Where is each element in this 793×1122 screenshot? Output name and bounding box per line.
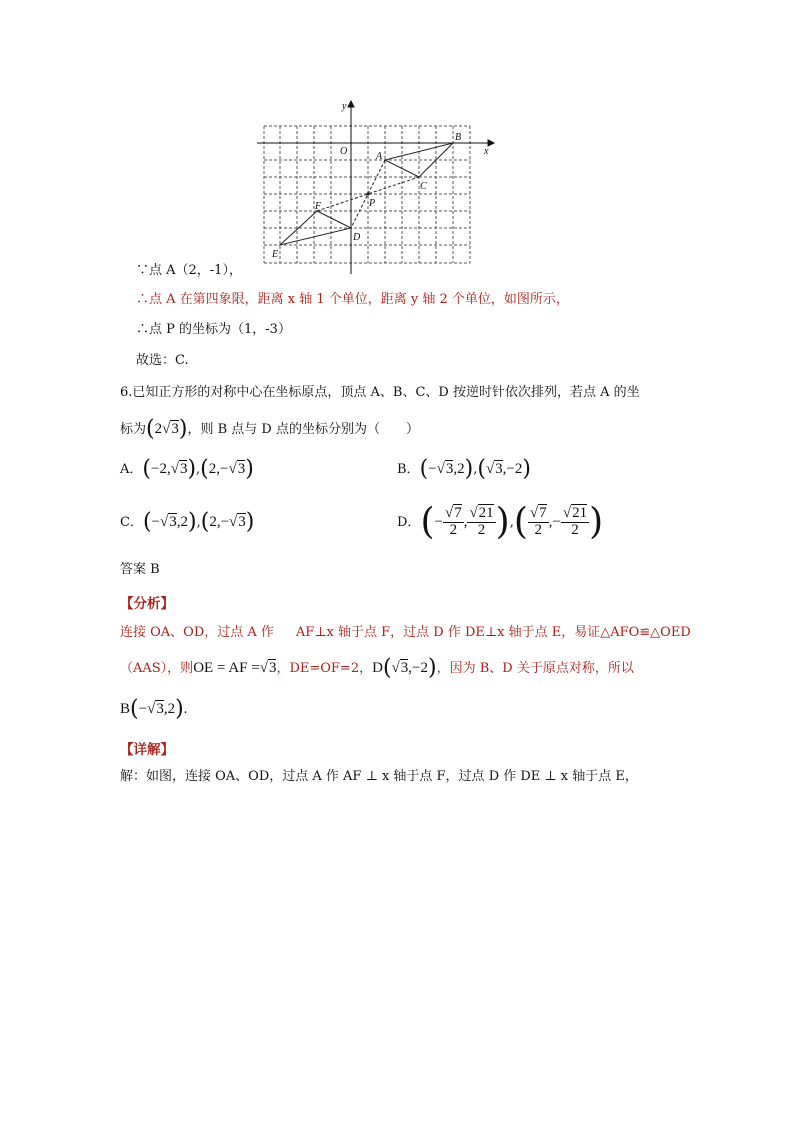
detail-heading: 【详解】 [120, 742, 174, 758]
point-f-label: F [315, 201, 322, 212]
option-d[interactable]: D．(− $\frac{√7}{2}$ , $\frac{√21}{2}$ ),( $\frac{√7}{2}$ ,− $\frac{√21}{2}$ ) [397, 501, 604, 543]
point-a-label: A [376, 151, 383, 162]
option-a[interactable]: A．(−2,√3),(2,−√3) [120, 456, 254, 482]
stem-coef: 2 [154, 421, 163, 437]
analysis-line-1: 连接 OA、OD，过点 A 作 AF⊥x 轴于点 F，过点 D 作 DE⊥x 轴于点 E，易证△AFO≌△OED [120, 625, 691, 640]
prev-solution-line-4: 故选：C. [136, 353, 189, 368]
point-e-label: E [272, 249, 279, 260]
question-6-stem-line-1: 6.已知正方形的对称中心在坐标原点，顶点 A、B、C、D 按逆时针依次排列，若点 A 的坐 [120, 385, 640, 400]
point-d-label: D [353, 232, 361, 243]
coordinate-grid-figure [252, 98, 502, 276]
option-c[interactable]: C．(−√3,2),(2,−√3) [120, 509, 255, 535]
analysis-line-3: B(−√3,2). [120, 696, 188, 722]
detail-line-1: 解：如图，连接 OA、OD，过点 A 作 AF ⊥ x 轴于点 F，过点 D 作 DE ⊥ x 轴于点 E， [120, 769, 638, 784]
point-b-label: B [455, 132, 462, 143]
stem-suffix: ，则 B 点与 D 点的坐标分别为（ ） [187, 422, 419, 437]
option-b[interactable]: B．(−√3,2),(√3,−2) [397, 456, 531, 482]
prev-solution-line-2: ∴点 A 在第四象限，距离 x 轴 1 个单位，距离 y 轴 2 个单位，如图所示， [136, 292, 569, 307]
stem-prefix: 标为 [120, 422, 147, 437]
question-6-stem-line-2: 标为(2√3)，则 B 点与 D 点的坐标分别为（ ） [120, 416, 419, 442]
analysis-heading: 【分析】 [120, 596, 174, 612]
x-axis-label: x [484, 146, 489, 157]
point-c-label: C [420, 181, 427, 192]
y-axis-label: y [342, 101, 347, 112]
answer-line: 答案 B [120, 562, 160, 577]
prev-solution-line-1: ∵点 A（2，-1）， [136, 263, 242, 278]
analysis-line-2: （AAS），则OE = AF =√3，DE=OF=2，D(√3,−2)，因为 B、D 关于原点对称，所以 [120, 655, 634, 681]
stem-radicand: 3 [171, 421, 179, 437]
point-p-label: P [369, 198, 376, 209]
prev-solution-line-3: ∴点 P 的坐标为（1，-3） [136, 322, 291, 337]
origin-label: O [340, 146, 348, 157]
